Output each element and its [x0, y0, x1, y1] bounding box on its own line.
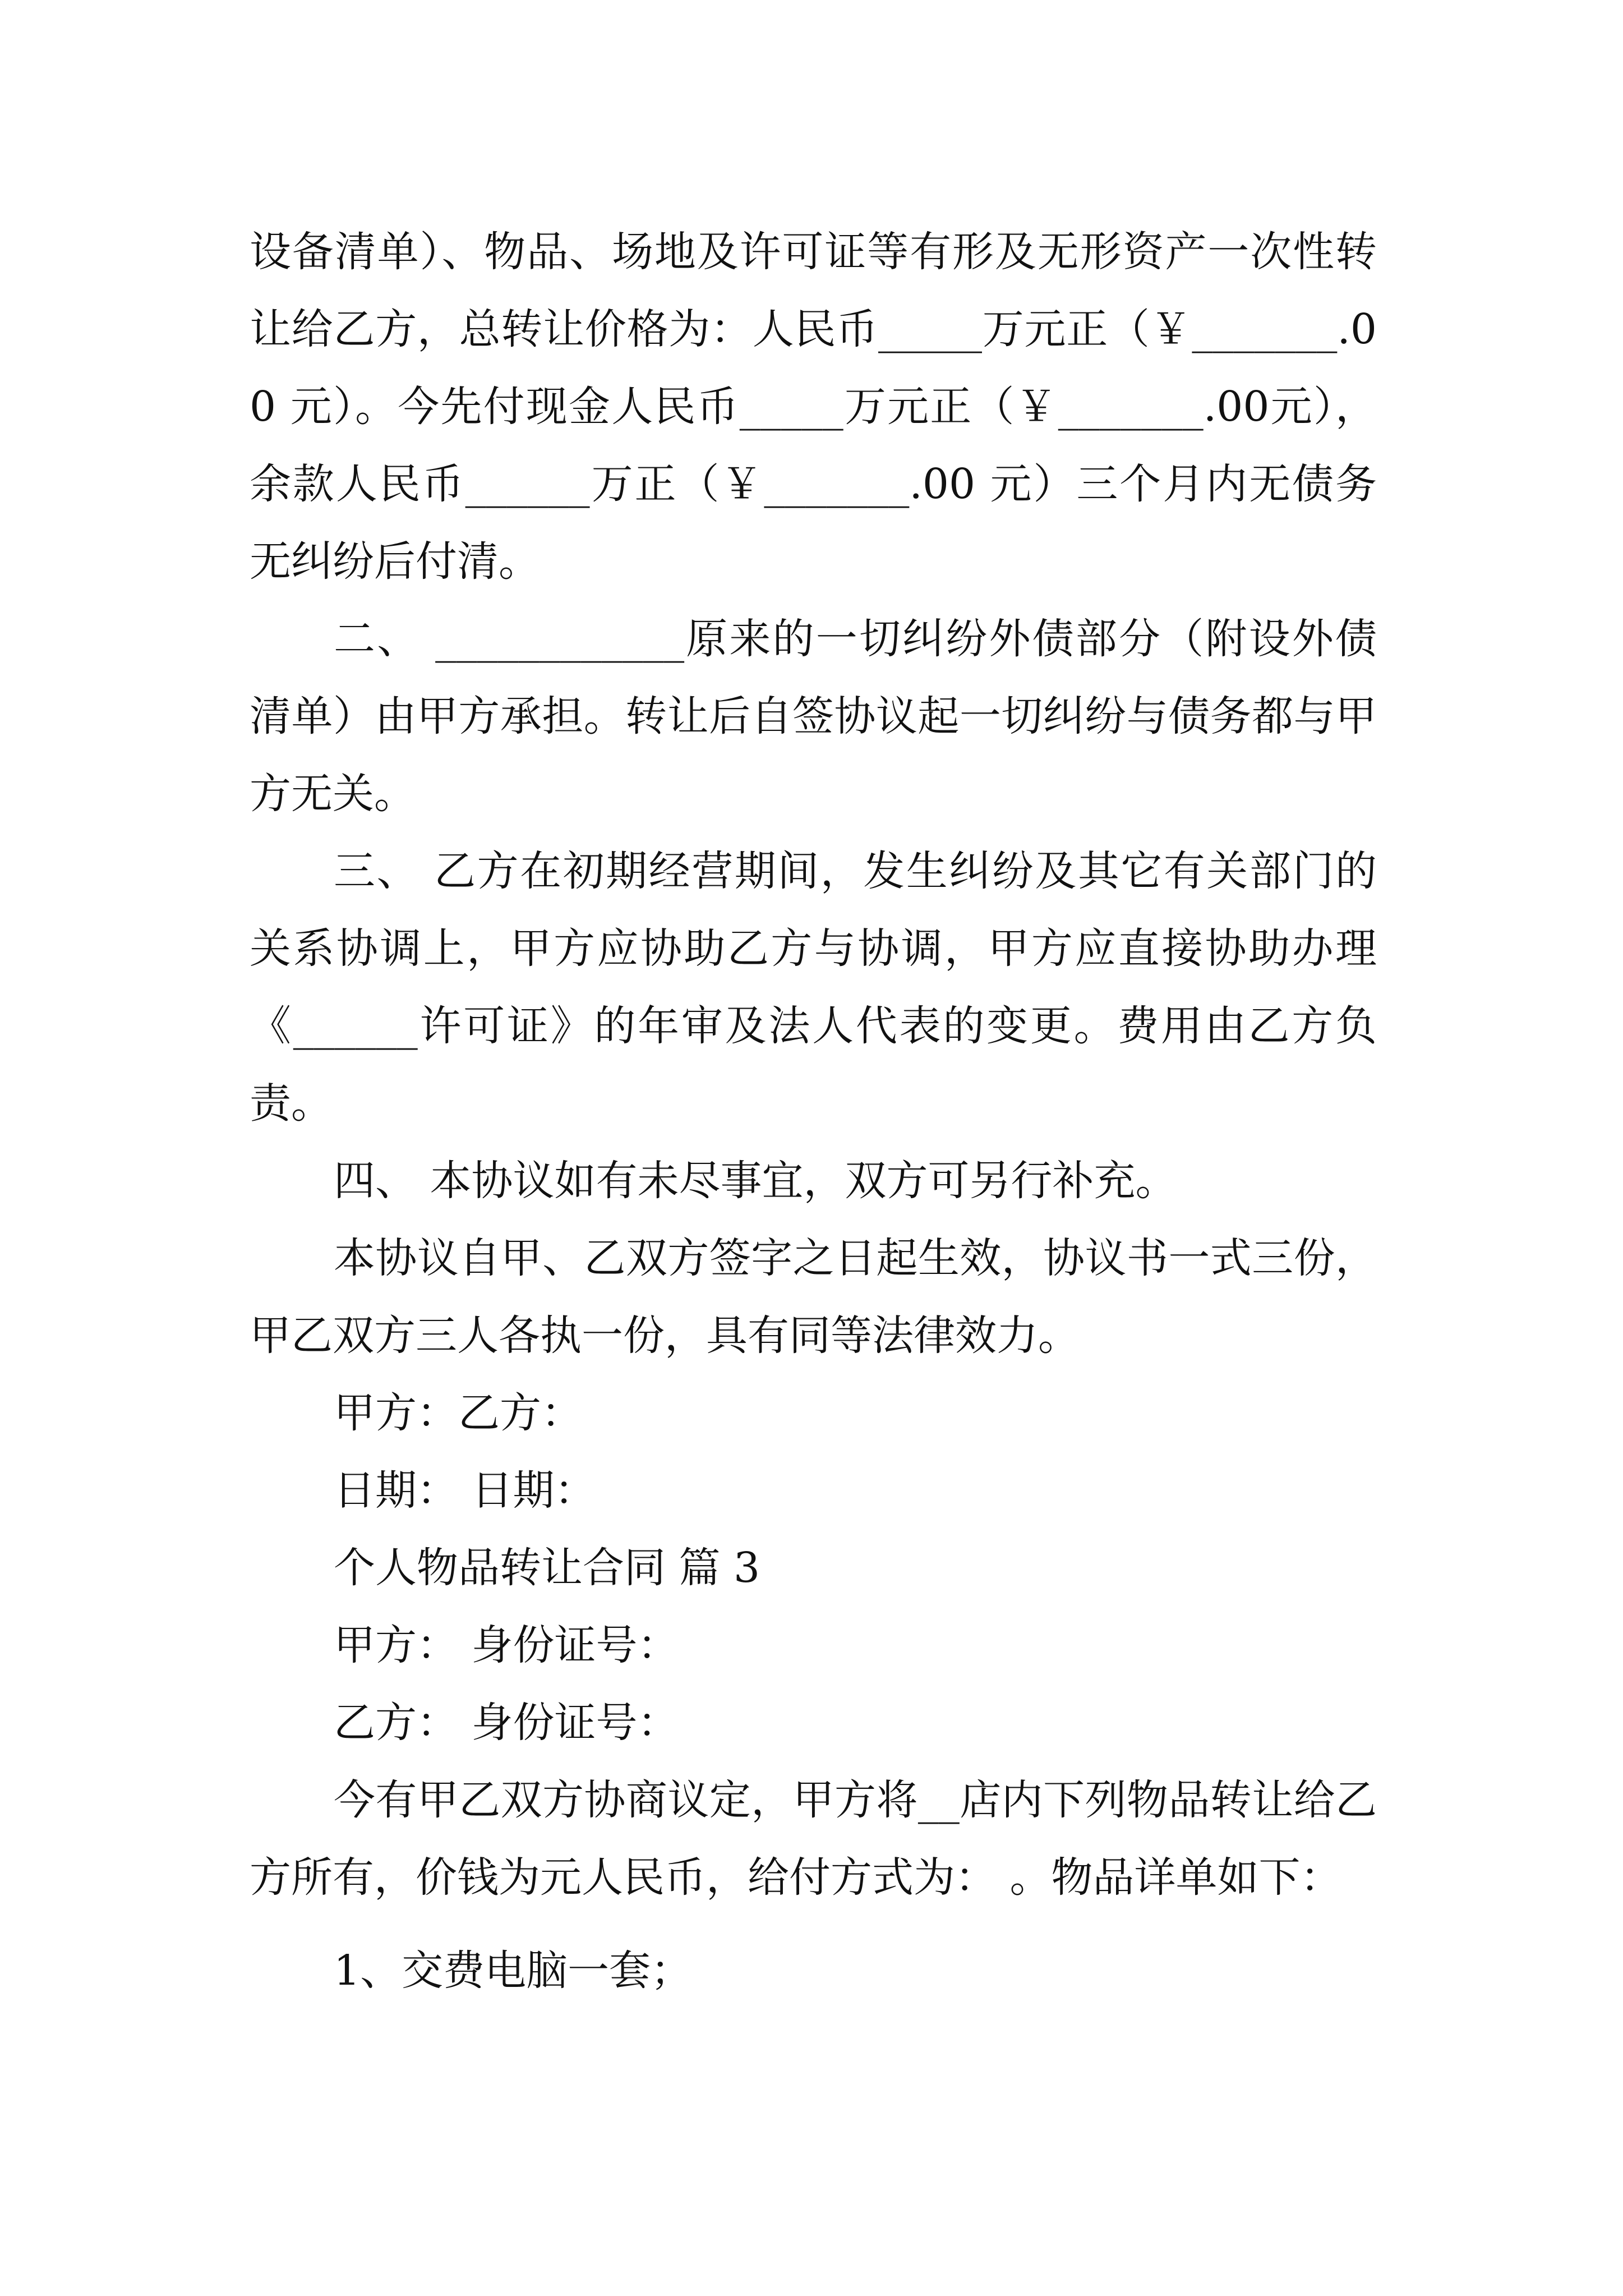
paragraph-price-clause: 设备清单）、物品、场地及许可证等有形及无形资产一次性转让给乙方，总转让价格为：人民币_____万元正（￥_______.00 元）。今先付现金人民币_____万元正（￥_______.00元），余款人民币______万正（￥_______.00 元）三个月内无债务无纠纷后付清。	[250, 228, 1377, 586]
document-body	[250, 213, 1377, 2009]
party-b-line: 乙方： 身份证号：	[334, 1699, 679, 1747]
paragraph-clause-3: 三、 乙方在初期经营期间，发生纠纷及其它有关部门的关系协调上，甲方应协助乙方与协调，甲方应直接协助办理《______许可证》的年审及法人代表的变更。费用由乙方负责。	[250, 847, 1377, 1128]
section-title: 个人物品转让合同 篇 3	[334, 1544, 760, 1592]
paragraph-clause-2: 二、 ____________原来的一切纠纷外债部分（附设外债清单）由甲方承担。转让后自签协议起一切纠纷与债务都与甲方无关。	[250, 615, 1377, 818]
paragraph-agreement: 今有甲乙双方协商议定，甲方将__店内下列物品转让给乙方所有，价钱为元人民币，给付方式为： 。物品详单如下：	[250, 1776, 1377, 1902]
paragraph-clause-4: 四、 本协议如有未尽事宜，双方可另行补充。	[334, 1157, 1177, 1205]
party-a-line: 甲方： 身份证号：	[334, 1621, 679, 1669]
signature-parties-line: 甲方：乙方：	[334, 1389, 583, 1437]
list-item: 1、交费电脑一套；	[334, 1947, 693, 1995]
paragraph-effect-clause: 本协议自甲、乙双方签字之日起生效，协议书一式三份，甲乙双方三人各执一份，具有同等法律效力。	[250, 1234, 1377, 1360]
signature-dates-line: 日期： 日期：	[334, 1466, 596, 1515]
